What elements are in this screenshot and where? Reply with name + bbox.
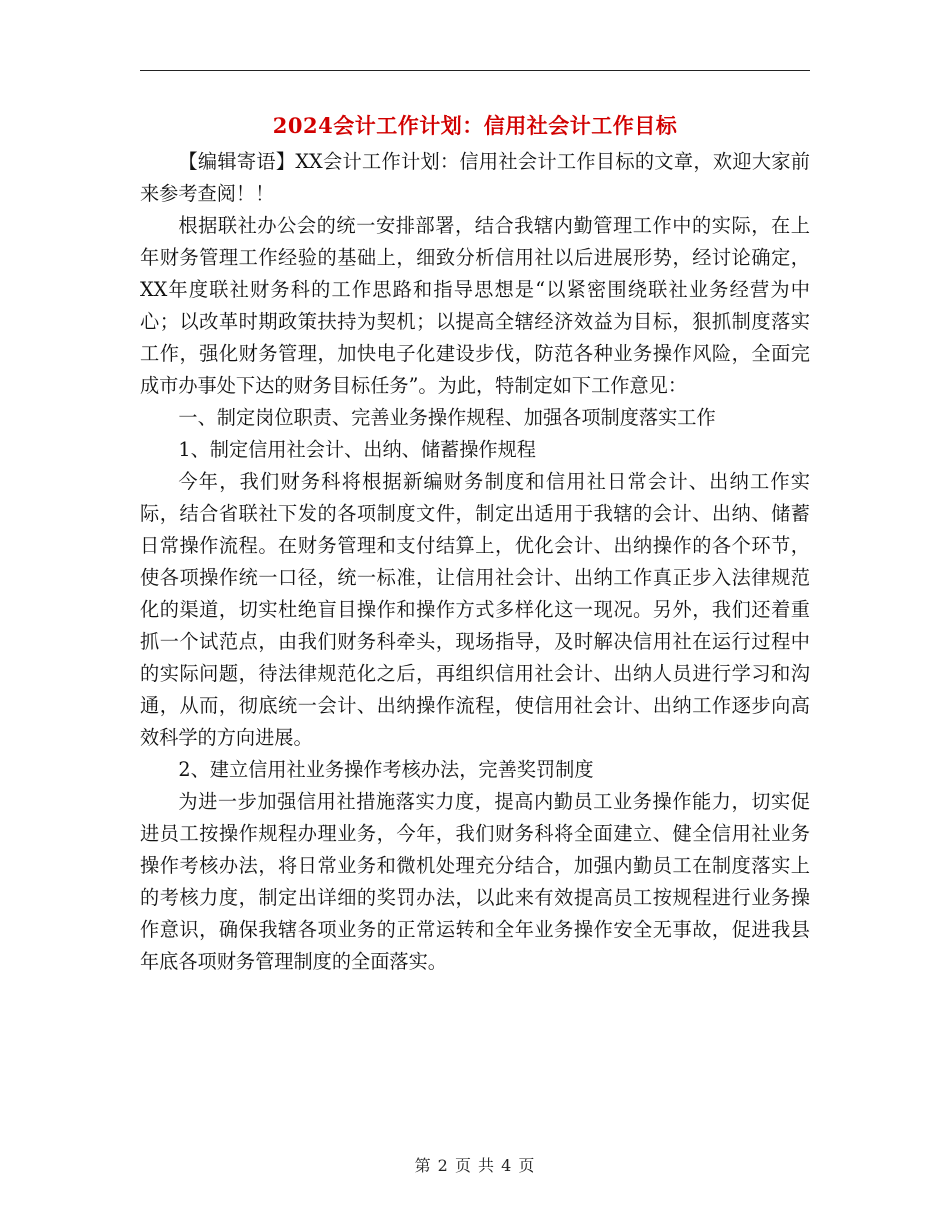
header-rule xyxy=(140,70,810,71)
body-paragraph: 为进一步加强信用社措施落实力度，提高内勤员工业务操作能力，切实促进员工按操作规程办理业务，今年，我们财务科将全面建立、健全信用社业务操作考核办法，将日常业务和微机处理充分结合，加强内勤员工在制度落实上的考核力度，制定出详细的奖罚办法，以此来有效提高员工按规程进行业务操作意识，确保我辖各项业务的正常运转和全年业务操作安全无事故，促进我县年底各项财务管理制度的全面落实。 xyxy=(140,790,810,973)
editor-note-paragraph: 【编辑寄语】XX会计工作计划：信用社会计工作目标的文章，欢迎大家前来参考查阅！！ xyxy=(140,150,810,205)
subsection-heading: 2、建立信用社业务操作考核办法，完善奖罚制度 xyxy=(178,758,594,781)
body-paragraph: 今年，我们财务科将根据新编财务制度和信用社日常会计、出纳工作实际，结合省联社下发的各项制度文件，制定出适用于我辖的会计、出纳、储蓄日常操作流程。在财务管理和支付结算上，优化会计、出纳操作的各个环节，使各项操作统一口径，统一标准，让信用社会计、出纳工作真正步入法律规范化的渠道，切实杜绝盲目操作和操作方式多样化这一现况。另外，我们还着重抓一个试范点，由我们财务科牵头，现场指导，及时解决信用社在运行过程中的实际问题，待法律规范化之后，再组织信用社会计、出纳人员进行学习和沟通，从而，彻底统一会计、出纳操作流程，使信用社会计、出纳工作逐步向高效科学的方向进展。 xyxy=(140,470,810,749)
page-number: 第 2 页 共 4 页 xyxy=(414,1156,536,1175)
body-paragraph: 根据联社办公会的统一安排部署，结合我辖内勤管理工作中的实际，在上年财务管理工作经验的基础上，细致分析信用社以后进展形势，经讨论确定，XX年度联社财务科的工作思路和指导思想是“以紧密围绕联社业务经营为中心；以改革时期政策扶持为契机；以提高全辖经济效益为目标，狠抓制度落实工作，强化财务管理，加快电子化建设步伐，防范各种业务操作风险，全面完成市办事处下达的财务目标任务”。为此，特制定如下工作意见： xyxy=(140,214,810,397)
document-title: 2024会计工作计划：信用社会计工作目标 xyxy=(272,113,678,138)
section-heading: 一、制定岗位职责、完善业务操作规程、加强各项制度落实工作 xyxy=(178,406,716,429)
document-body xyxy=(140,146,810,978)
subsection-heading: 1、制定信用社会计、出纳、储蓄操作规程 xyxy=(178,438,536,461)
